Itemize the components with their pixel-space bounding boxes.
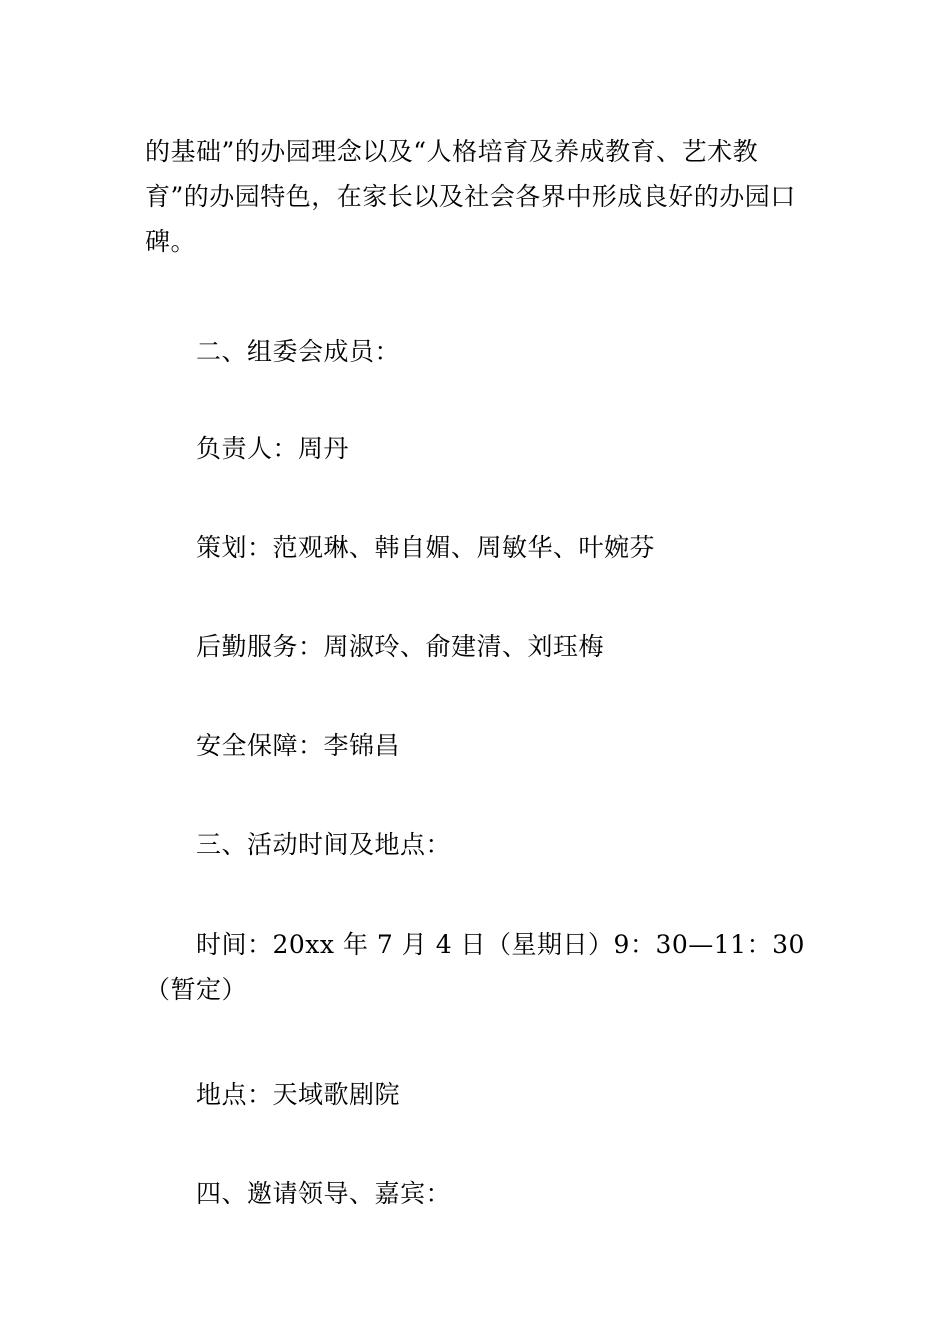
person-in-charge-line: 负责人：周丹 xyxy=(196,434,350,463)
planning-line: 策划：范观琳、韩自媚、周敏华、叶婉芬 xyxy=(196,533,656,562)
logistics-line: 后勤服务：周淑玲、俞建清、刘珏梅 xyxy=(196,632,605,661)
section-3-heading: 三、活动时间及地点： xyxy=(196,830,452,859)
security-line: 安全保障：李锦昌 xyxy=(196,731,401,760)
location-line: 地点：天域歌剧院 xyxy=(196,1080,401,1109)
section-2-heading: 二、组委会成员： xyxy=(196,337,401,366)
section-4-heading: 四、邀请领导、嘉宾： xyxy=(196,1179,452,1208)
time-line: 时间：20xx 年 7 月 4 日（星期日）9：30—11：30（暂定） xyxy=(145,930,805,1004)
intro-paragraph: 的基础”的办园理念以及“人格培育及养成教育、艺术教育”的办园特色，在家长以及社会各界中形成良好的办园口碑。 xyxy=(145,137,796,256)
